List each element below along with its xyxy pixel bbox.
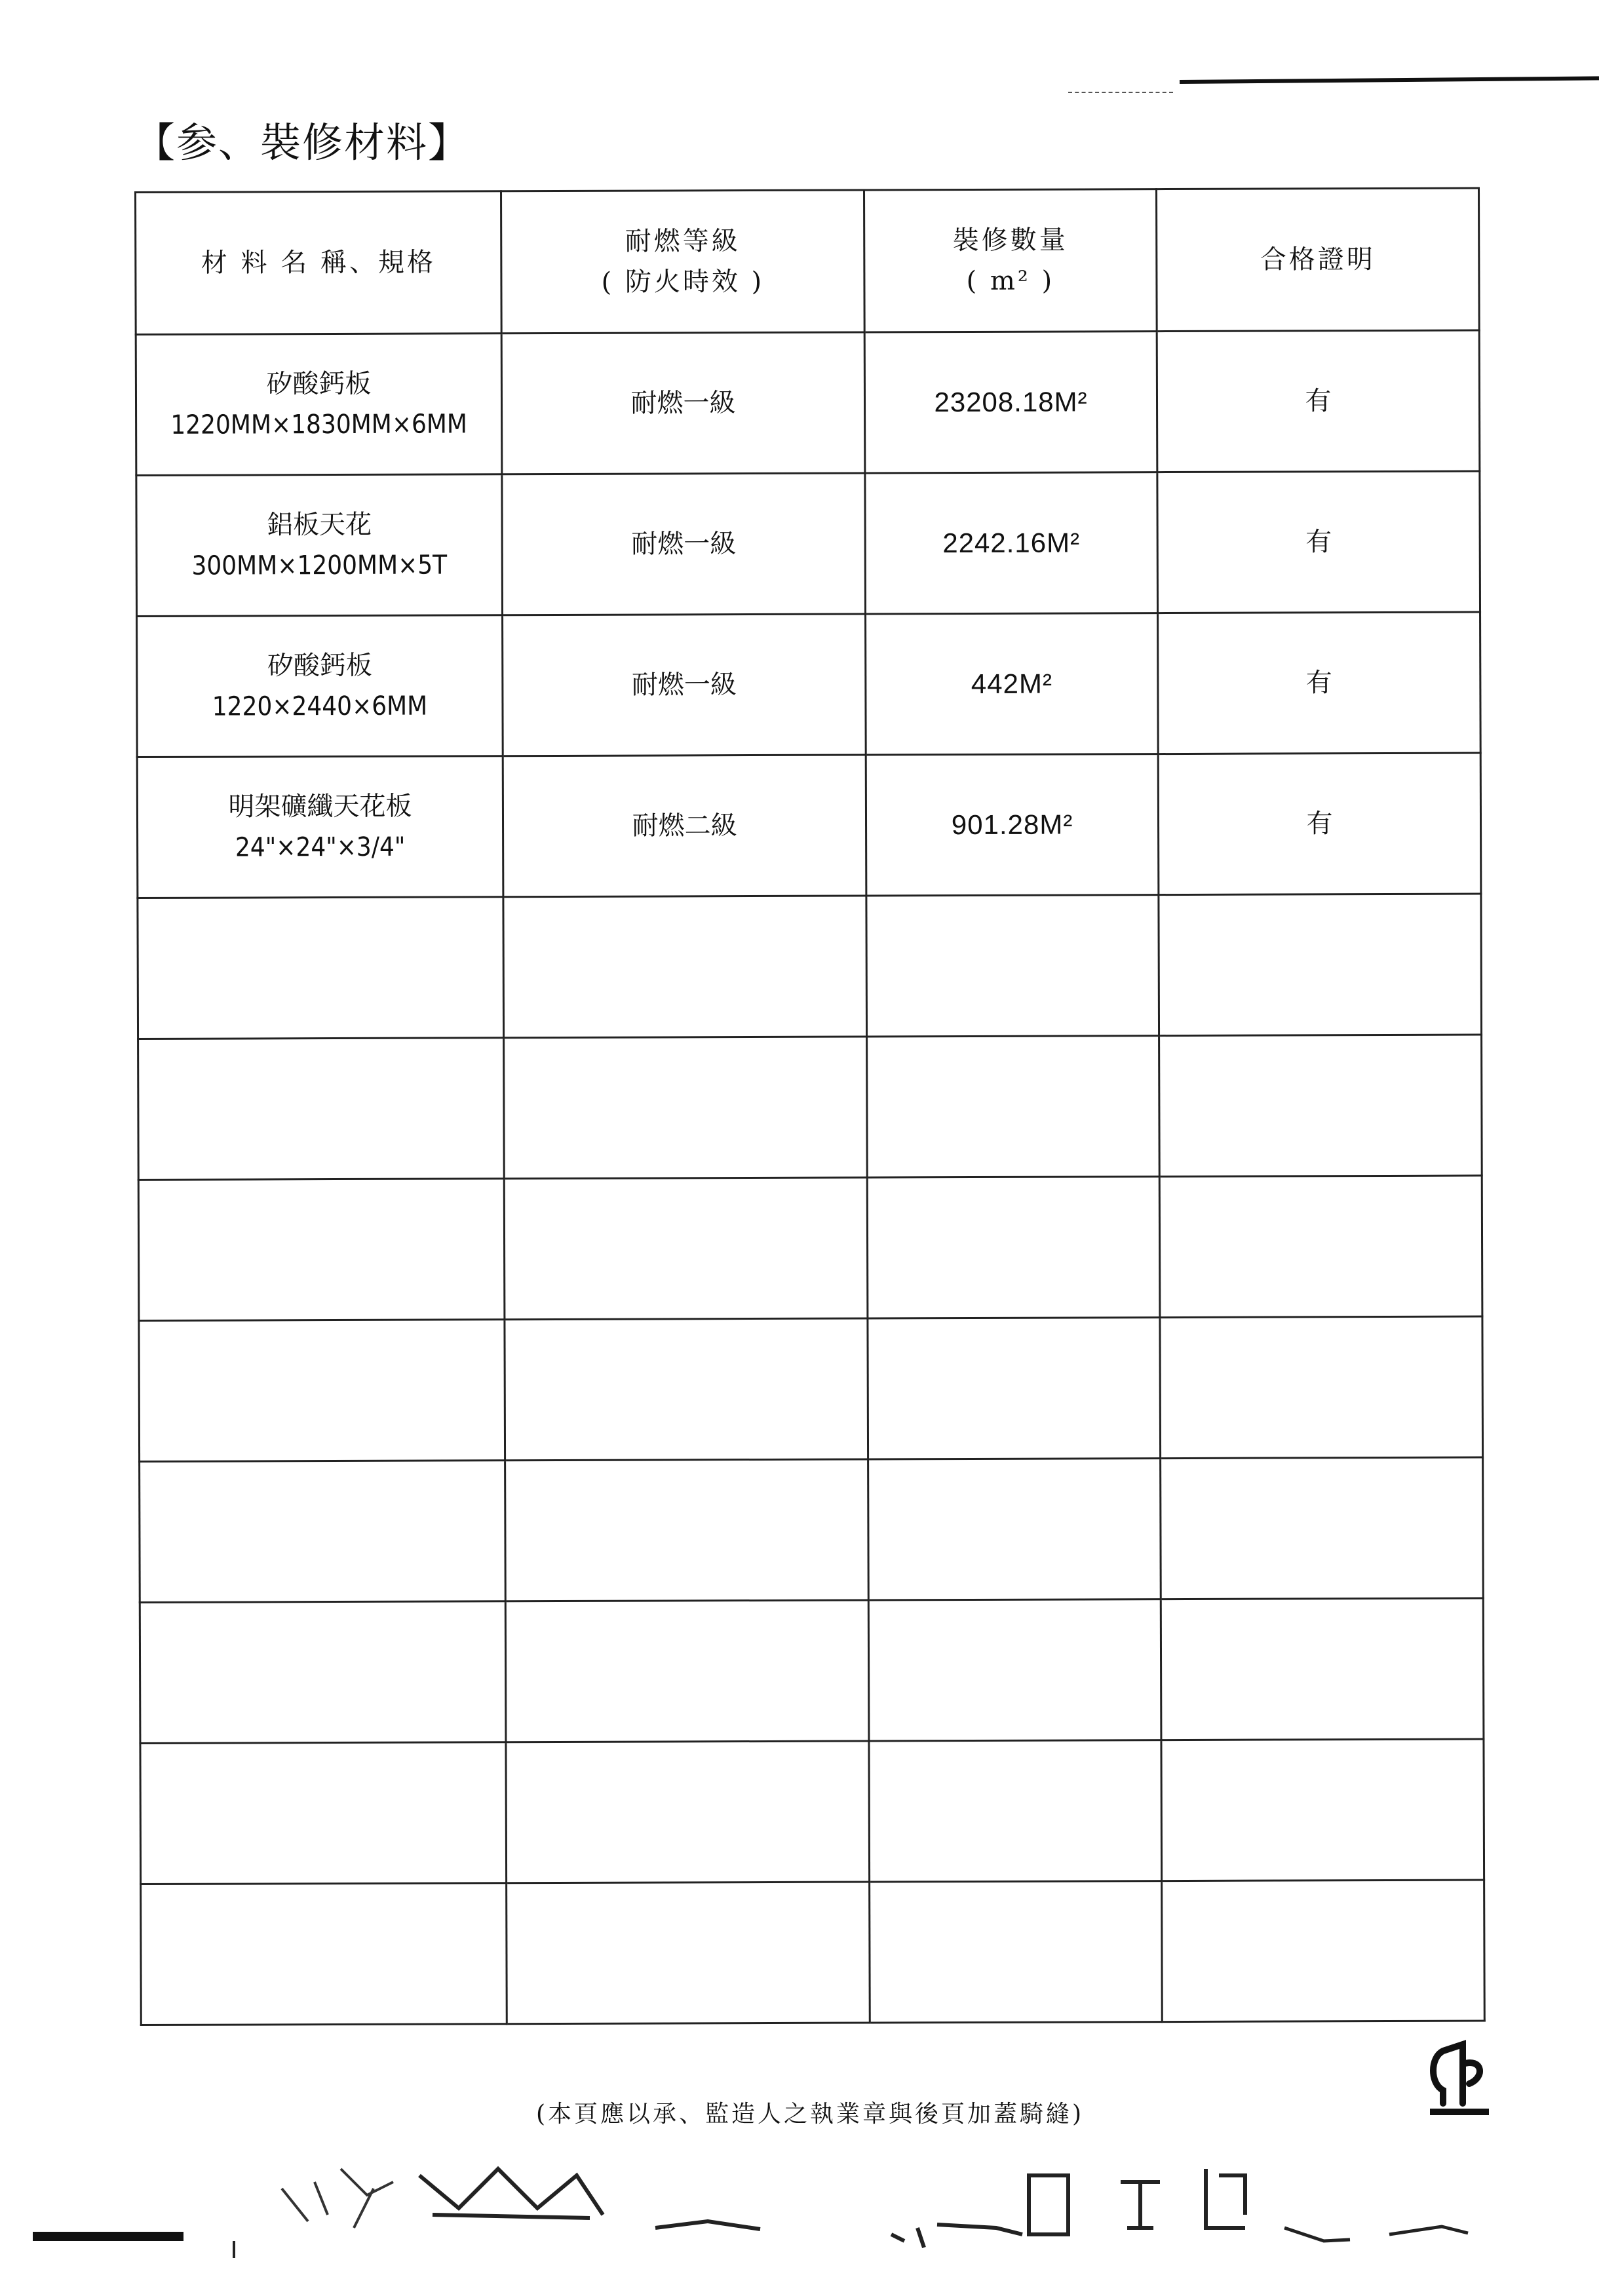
empty-cell [1159, 894, 1482, 1036]
empty-cell [1160, 1316, 1483, 1459]
empty-cell [1159, 1035, 1482, 1177]
empty-cell [868, 1318, 1161, 1459]
empty-cell [1162, 1880, 1485, 2022]
empty-cell [506, 1741, 870, 1883]
empty-cell [1161, 1598, 1484, 1740]
empty-cell [507, 1882, 870, 2024]
table-header-row [136, 188, 1480, 334]
footer-note: (本頁應以承、監造人之執業章與後頁加蓋騎縫) [535, 2101, 1085, 2128]
certificate-cell [1157, 471, 1480, 613]
quantity-value: 901.28M² [951, 809, 1073, 841]
certificate-value: 有 [1305, 668, 1332, 698]
empty-cell [505, 1600, 869, 1742]
empty-cell [504, 1177, 868, 1320]
header-material-name: 材 料 名 稱、規格 [136, 191, 502, 335]
empty-cell [139, 1320, 505, 1462]
material-spec: 24"×24"×3/4" [235, 832, 406, 863]
fire-rating: 耐燃一級 [631, 529, 737, 560]
material-spec: 300MM×1200MM×5T [191, 550, 448, 581]
empty-cell [138, 1038, 505, 1180]
empty-cell [138, 1179, 505, 1321]
material-name-cell [137, 756, 503, 898]
empty-cell [505, 1318, 868, 1461]
certificate-cell [1157, 330, 1480, 472]
empty-cell [868, 1599, 1161, 1741]
material-spec: 1220MM×1830MM×6MM [170, 409, 468, 440]
table-row [136, 471, 1480, 616]
table-row [137, 753, 1481, 898]
empty-table-row [138, 894, 1482, 1039]
fire-rating-cell [503, 614, 866, 756]
fire-rating: 耐燃一級 [630, 388, 736, 419]
empty-table-row [140, 1598, 1484, 1743]
empty-cell [870, 1881, 1163, 2023]
material-name-cell [136, 334, 502, 476]
fire-rating-cell [502, 473, 866, 615]
quantity-value: 23208.18M² [934, 386, 1088, 418]
seal-logo-icon [1423, 2038, 1495, 2123]
empty-cell [141, 1883, 507, 2025]
quantity-cell [865, 472, 1158, 614]
material-spec: 1220×2440×6MM [212, 691, 428, 722]
certificate-cell [1158, 753, 1481, 895]
table-row [137, 612, 1481, 757]
materials-table-body [136, 330, 1484, 2025]
empty-cell [1161, 1457, 1484, 1599]
empty-cell [138, 897, 504, 1039]
material-name-cell [136, 474, 503, 617]
empty-cell [1159, 1176, 1482, 1318]
empty-cell [868, 1459, 1161, 1600]
material-name-cell [137, 615, 503, 757]
empty-cell [1161, 1739, 1484, 1881]
material-name: 鋁板天花 [267, 509, 372, 541]
fire-rating: 耐燃二級 [632, 811, 737, 841]
empty-cell [505, 1459, 869, 1601]
certificate-value: 有 [1305, 527, 1332, 558]
scan-artifact-line [1180, 76, 1599, 84]
materials-table-container [134, 187, 1484, 2000]
quantity-value: 2242.16M² [942, 527, 1081, 559]
empty-cell [866, 895, 1159, 1037]
empty-table-row [139, 1316, 1483, 1461]
empty-cell [503, 896, 867, 1038]
quantity-value: 442M² [971, 668, 1052, 699]
header-quantity: 裝修數量 ( m² ) [864, 189, 1157, 332]
certificate-cell [1158, 612, 1481, 754]
empty-cell [504, 1037, 868, 1179]
quantity-cell [866, 754, 1159, 896]
empty-table-row [138, 1176, 1482, 1320]
certificate-value: 有 [1305, 386, 1332, 417]
fire-rating: 耐燃一級 [631, 670, 737, 700]
empty-table-row [140, 1739, 1484, 1884]
material-name: 矽酸鈣板 [266, 368, 372, 400]
certificate-value: 有 [1306, 809, 1333, 839]
material-name: 矽酸鈣板 [267, 650, 372, 681]
empty-cell [140, 1601, 506, 1744]
scan-artifact-dots [1068, 92, 1173, 94]
empty-cell [867, 1036, 1160, 1177]
table-row [136, 330, 1480, 475]
header-fire-rating: 耐燃等級 ( 防火時效 ) [501, 190, 865, 334]
header-certificate: 合格證明 [1156, 188, 1479, 332]
empty-table-row [138, 1035, 1482, 1179]
empty-cell [869, 1740, 1162, 1882]
materials-table [134, 187, 1486, 2026]
empty-cell [140, 1742, 507, 1885]
fire-rating-cell [503, 755, 866, 897]
empty-table-row [140, 1457, 1484, 1602]
quantity-cell [864, 332, 1157, 473]
stamp-marks-decoration [0, 2156, 1620, 2296]
empty-table-row [141, 1880, 1485, 2025]
section-title: 【参、裝修材料】 [134, 119, 471, 166]
empty-cell [867, 1177, 1160, 1318]
fire-rating-cell [501, 332, 865, 474]
quantity-cell [866, 613, 1159, 755]
material-name: 明架礦纖天花板 [228, 791, 412, 822]
empty-cell [140, 1461, 506, 1603]
